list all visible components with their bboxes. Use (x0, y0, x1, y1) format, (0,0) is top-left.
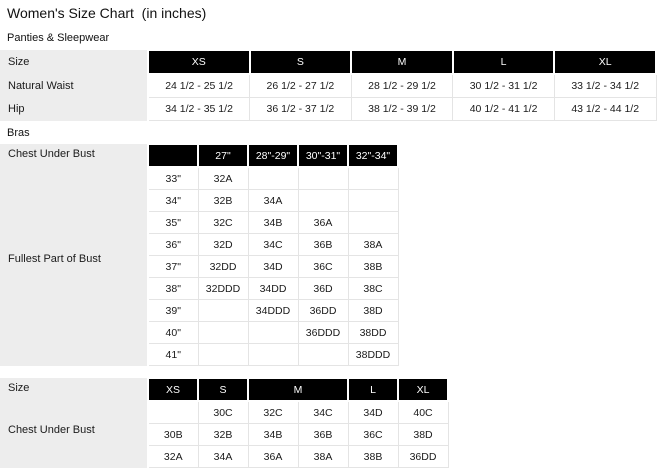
bra-size-cell: 32A (198, 167, 248, 190)
bra-size-cell: 34B (248, 212, 298, 234)
bra-size-cell: 30B (148, 424, 198, 446)
measurement-cell: 33 1/2 - 34 1/2 (554, 74, 656, 98)
table-row (0, 74, 656, 98)
measurement-cell: 40 1/2 - 41 1/2 (453, 98, 555, 121)
bra-size-cell: 36A (248, 446, 298, 468)
bra-size-cell: 32DD (198, 256, 248, 278)
page-title: Women's Size Chart (in inches) (7, 5, 207, 21)
band-header-cell: 30"-31" (298, 144, 348, 167)
bra-size-cell: 34C (248, 234, 298, 256)
measurement-cell: 28 1/2 - 29 1/2 (351, 74, 453, 98)
bra-size-cell (348, 212, 398, 234)
size-header-cell: M (351, 50, 453, 74)
bra-size-cell: 36C (348, 424, 398, 446)
bra-size-cell: 32A (148, 446, 198, 468)
bra-size-cell: 38C (348, 278, 398, 300)
measurement-cell: 30 1/2 - 31 1/2 (453, 74, 555, 98)
bra-size-cell: 36A (298, 212, 348, 234)
bra-size-cell: 34D (248, 256, 298, 278)
size-header-cell: XS (148, 378, 198, 401)
bra-size-cell: 40C (398, 401, 448, 424)
measurement-cell: 36 1/2 - 37 1/2 (250, 98, 352, 121)
bra-size-cell: 34A (198, 446, 248, 468)
bra-size-cell: 36DD (398, 446, 448, 468)
bra-size-cell: 32B (198, 190, 248, 212)
section-label-bras: Bras (7, 127, 30, 139)
bra-size-cell (198, 300, 248, 322)
bra-size-cell (298, 190, 348, 212)
band-header-cell: 32"-34" (348, 144, 398, 167)
bras-fit-table (0, 143, 399, 366)
size-header-cell: S (250, 50, 352, 74)
bra-size-cell: 38DDD (348, 344, 398, 366)
bra-sizes-label-wrap (0, 378, 147, 461)
table-row (0, 144, 398, 167)
bra-size-cell: 36C (298, 256, 348, 278)
bra-size-cell: 38D (398, 424, 448, 446)
bra-size-cell: 38DD (348, 322, 398, 344)
bra-size-cell: 36B (298, 424, 348, 446)
row-label-size: Size (0, 50, 148, 74)
bust-measure-cell: 38" (148, 278, 198, 300)
measurement-cell: 34 1/2 - 35 1/2 (148, 98, 250, 121)
bust-measure-cell: 34" (148, 190, 198, 212)
size-header-cell: L (348, 378, 398, 401)
row-label-hip: Hip (0, 98, 148, 121)
bra-size-cell (298, 344, 348, 366)
bra-size-cell: 38B (348, 446, 398, 468)
bra-size-cell: 34DDD (248, 300, 298, 322)
bra-letter-sizes-table (0, 377, 449, 468)
section-label-panties-sleepwear: Panties & Sleepwear (7, 32, 110, 44)
bra-size-cell: 34A (248, 190, 298, 212)
bra-size-cell: 34D (348, 401, 398, 424)
measurement-cell: 38 1/2 - 39 1/2 (351, 98, 453, 121)
band-header-empty-cell (148, 144, 198, 167)
bra-size-cell (198, 344, 248, 366)
bra-size-cell (248, 167, 298, 190)
size-header-cell: XL (398, 378, 448, 401)
bra-size-cell: 38A (348, 234, 398, 256)
size-header-cell: S (198, 378, 248, 401)
bra-size-cell: 36DD (298, 300, 348, 322)
bras-row-group-labels (0, 144, 148, 366)
bra-size-cell (298, 167, 348, 190)
table-row (0, 50, 656, 74)
bust-measure-cell: 35" (148, 212, 198, 234)
row-label-fullest-part-of-bust: Fullest Part of Bust (8, 253, 101, 265)
bra-size-cell: 34DD (248, 278, 298, 300)
bra-size-cell (348, 190, 398, 212)
bra-size-cell: 34B (248, 424, 298, 446)
bra-size-cell: 36B (298, 234, 348, 256)
bust-measure-cell: 41" (148, 344, 198, 366)
band-header-cell: 28"-29" (248, 144, 298, 167)
bra-size-cell: 36D (298, 278, 348, 300)
bra-size-cell: 32C (198, 212, 248, 234)
bra-size-cell: 38D (348, 300, 398, 322)
measurement-cell: 24 1/2 - 25 1/2 (148, 74, 250, 98)
bust-measure-cell: 33" (148, 167, 198, 190)
size-header-cell: XL (554, 50, 656, 74)
bra-size-cell: 36DDD (298, 322, 348, 344)
bra-size-cell: 32C (248, 401, 298, 424)
bra-sizes-row-group-labels (0, 378, 148, 468)
bust-measure-cell: 37" (148, 256, 198, 278)
row-label-chest-under-bust: Chest Under Bust (8, 148, 95, 160)
bra-size-cell: 38B (348, 256, 398, 278)
size-header-cell: L (453, 50, 555, 74)
bra-size-cell: 32DDD (198, 278, 248, 300)
row-label-chest-under-bust: Chest Under Bust (8, 424, 95, 436)
bra-size-cell: 32B (198, 424, 248, 446)
bust-measure-cell: 40" (148, 322, 198, 344)
bra-size-cell (348, 167, 398, 190)
row-label-natural-waist: Natural Waist (0, 74, 148, 98)
bust-measure-cell: 39" (148, 300, 198, 322)
size-header-cell: M (248, 378, 348, 401)
bra-size-cell (248, 344, 298, 366)
bra-size-cell: 34C (298, 401, 348, 424)
bra-size-cell: 38A (298, 446, 348, 468)
bra-size-cell (148, 401, 198, 424)
bra-size-cell: 30C (198, 401, 248, 424)
measurement-cell: 43 1/2 - 44 1/2 (554, 98, 656, 121)
table-row (0, 378, 448, 401)
bra-size-cell: 32D (198, 234, 248, 256)
panties-sleepwear-table (0, 49, 657, 121)
band-header-cell: 27" (198, 144, 248, 167)
measurement-cell: 26 1/2 - 27 1/2 (250, 74, 352, 98)
table-row (0, 98, 656, 121)
bra-size-cell (248, 322, 298, 344)
bras-label-wrap (0, 144, 147, 353)
size-header-cell: XS (148, 50, 250, 74)
row-label-size: Size (8, 382, 30, 394)
bust-measure-cell: 36" (148, 234, 198, 256)
bra-size-cell (198, 322, 248, 344)
